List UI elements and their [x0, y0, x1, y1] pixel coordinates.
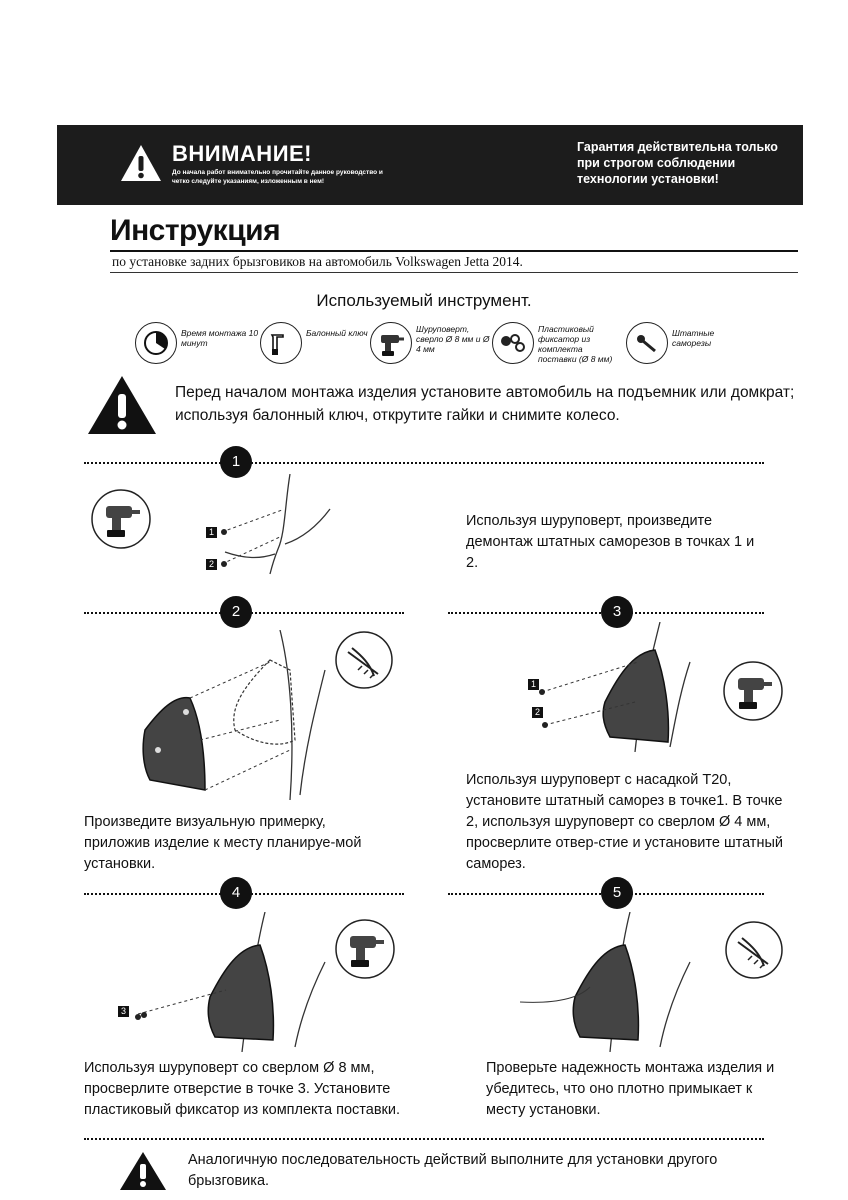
step-number: 2: [220, 596, 252, 628]
point-label: 2: [206, 559, 217, 570]
drill-badge: [334, 918, 396, 985]
mudflap-drill-illustration: [130, 912, 330, 1052]
banner-title: ВНИМАНИЕ!: [172, 141, 313, 166]
warning-triangle-icon: [118, 1150, 168, 1192]
tools-title: Используемый инструмент.: [316, 291, 532, 310]
point-label: 2: [532, 707, 543, 718]
tool-label: Балонный ключ: [306, 328, 368, 338]
footer-text: Аналогичную последовательность действий выполните для установки другого брызговика.: [188, 1152, 718, 1189]
step-text: Используя шуруповерт с насадкой Т20, установите штатный саморез в точке1. В точке 2, используя шуруповерт со сверлом Ø 4 мм, просверлите отвер-стие и установите штатный саморез.: [466, 772, 783, 872]
drill-icon: [722, 660, 784, 722]
clock-icon: [136, 323, 176, 363]
drill-badge: [90, 488, 152, 555]
eye-check-icon: [724, 920, 784, 980]
step-text: Проверьте надежность монтажа изделия и убедитесь, что оно плотно примыкает к месту установки.: [486, 1060, 775, 1118]
mudflap-install-illustration: [520, 622, 700, 752]
drill-icon: [334, 918, 396, 980]
step-text: Используя шуруповерт, произведите демонтаж штатных саморезов в точках 1 и 2.: [466, 513, 755, 571]
mudflap-final-illustration: [520, 912, 720, 1052]
tool-label: Время монтажа 10 минут: [181, 328, 259, 348]
page-title: Инструкция: [110, 214, 281, 247]
step-number: 5: [601, 877, 633, 909]
banner-guarantee: Гарантия действительна только при строгом соблюдении технологии установки!: [577, 140, 778, 186]
wrench-icon: [261, 323, 301, 363]
page-subtitle: по установке задних брызговиков на автомобиль Volkswagen Jetta 2014.: [112, 254, 523, 269]
point-label: 1: [528, 679, 539, 690]
drill-badge: [722, 660, 784, 727]
tool-label: Пластиковый фиксатор из комплекта поставки (Ø 8 мм): [538, 324, 613, 364]
step-number: 1: [220, 446, 252, 478]
step-text: Используя шуруповерт со сверлом Ø 8 мм, просверлите отверстие в точке 3. Установите пластиковый фиксатор из комплекта поставки.: [84, 1060, 401, 1118]
tool-label: Шуруповерт, сверло Ø 8 мм и Ø 4 мм: [416, 324, 490, 354]
point-label: 3: [118, 1006, 129, 1017]
step-divider: [84, 1138, 764, 1140]
banner-subtitle: До начала работ внимательно прочитайте данное руководство и четко следуйте указаниям, изложенным в нем!: [172, 169, 383, 185]
drill-icon: [371, 323, 411, 363]
warning-banner: [57, 125, 803, 205]
warning-triangle-icon: [119, 143, 163, 183]
warning-text: Перед началом монтажа изделия установите автомобиль на подъемник или домкрат; используя балонный ключ, открутите гайки и снимите колесо.: [175, 384, 795, 424]
step-text: Произведите визуальную примерку, приложив изделие к месту планируе-мой установки.: [84, 814, 362, 872]
tool-label: Штатные саморезы: [672, 328, 715, 348]
screw-icon: [627, 323, 667, 363]
title-divider: [110, 250, 798, 252]
step-number: 4: [220, 877, 252, 909]
eye-check-icon: [334, 630, 394, 690]
clip-icon: [493, 323, 533, 363]
subtitle-divider: [110, 272, 798, 273]
drill-icon: [90, 488, 152, 550]
step-number: 3: [601, 596, 633, 628]
step-divider: [84, 462, 764, 464]
point-label: 1: [206, 527, 217, 538]
warning-triangle-icon: [86, 374, 158, 436]
